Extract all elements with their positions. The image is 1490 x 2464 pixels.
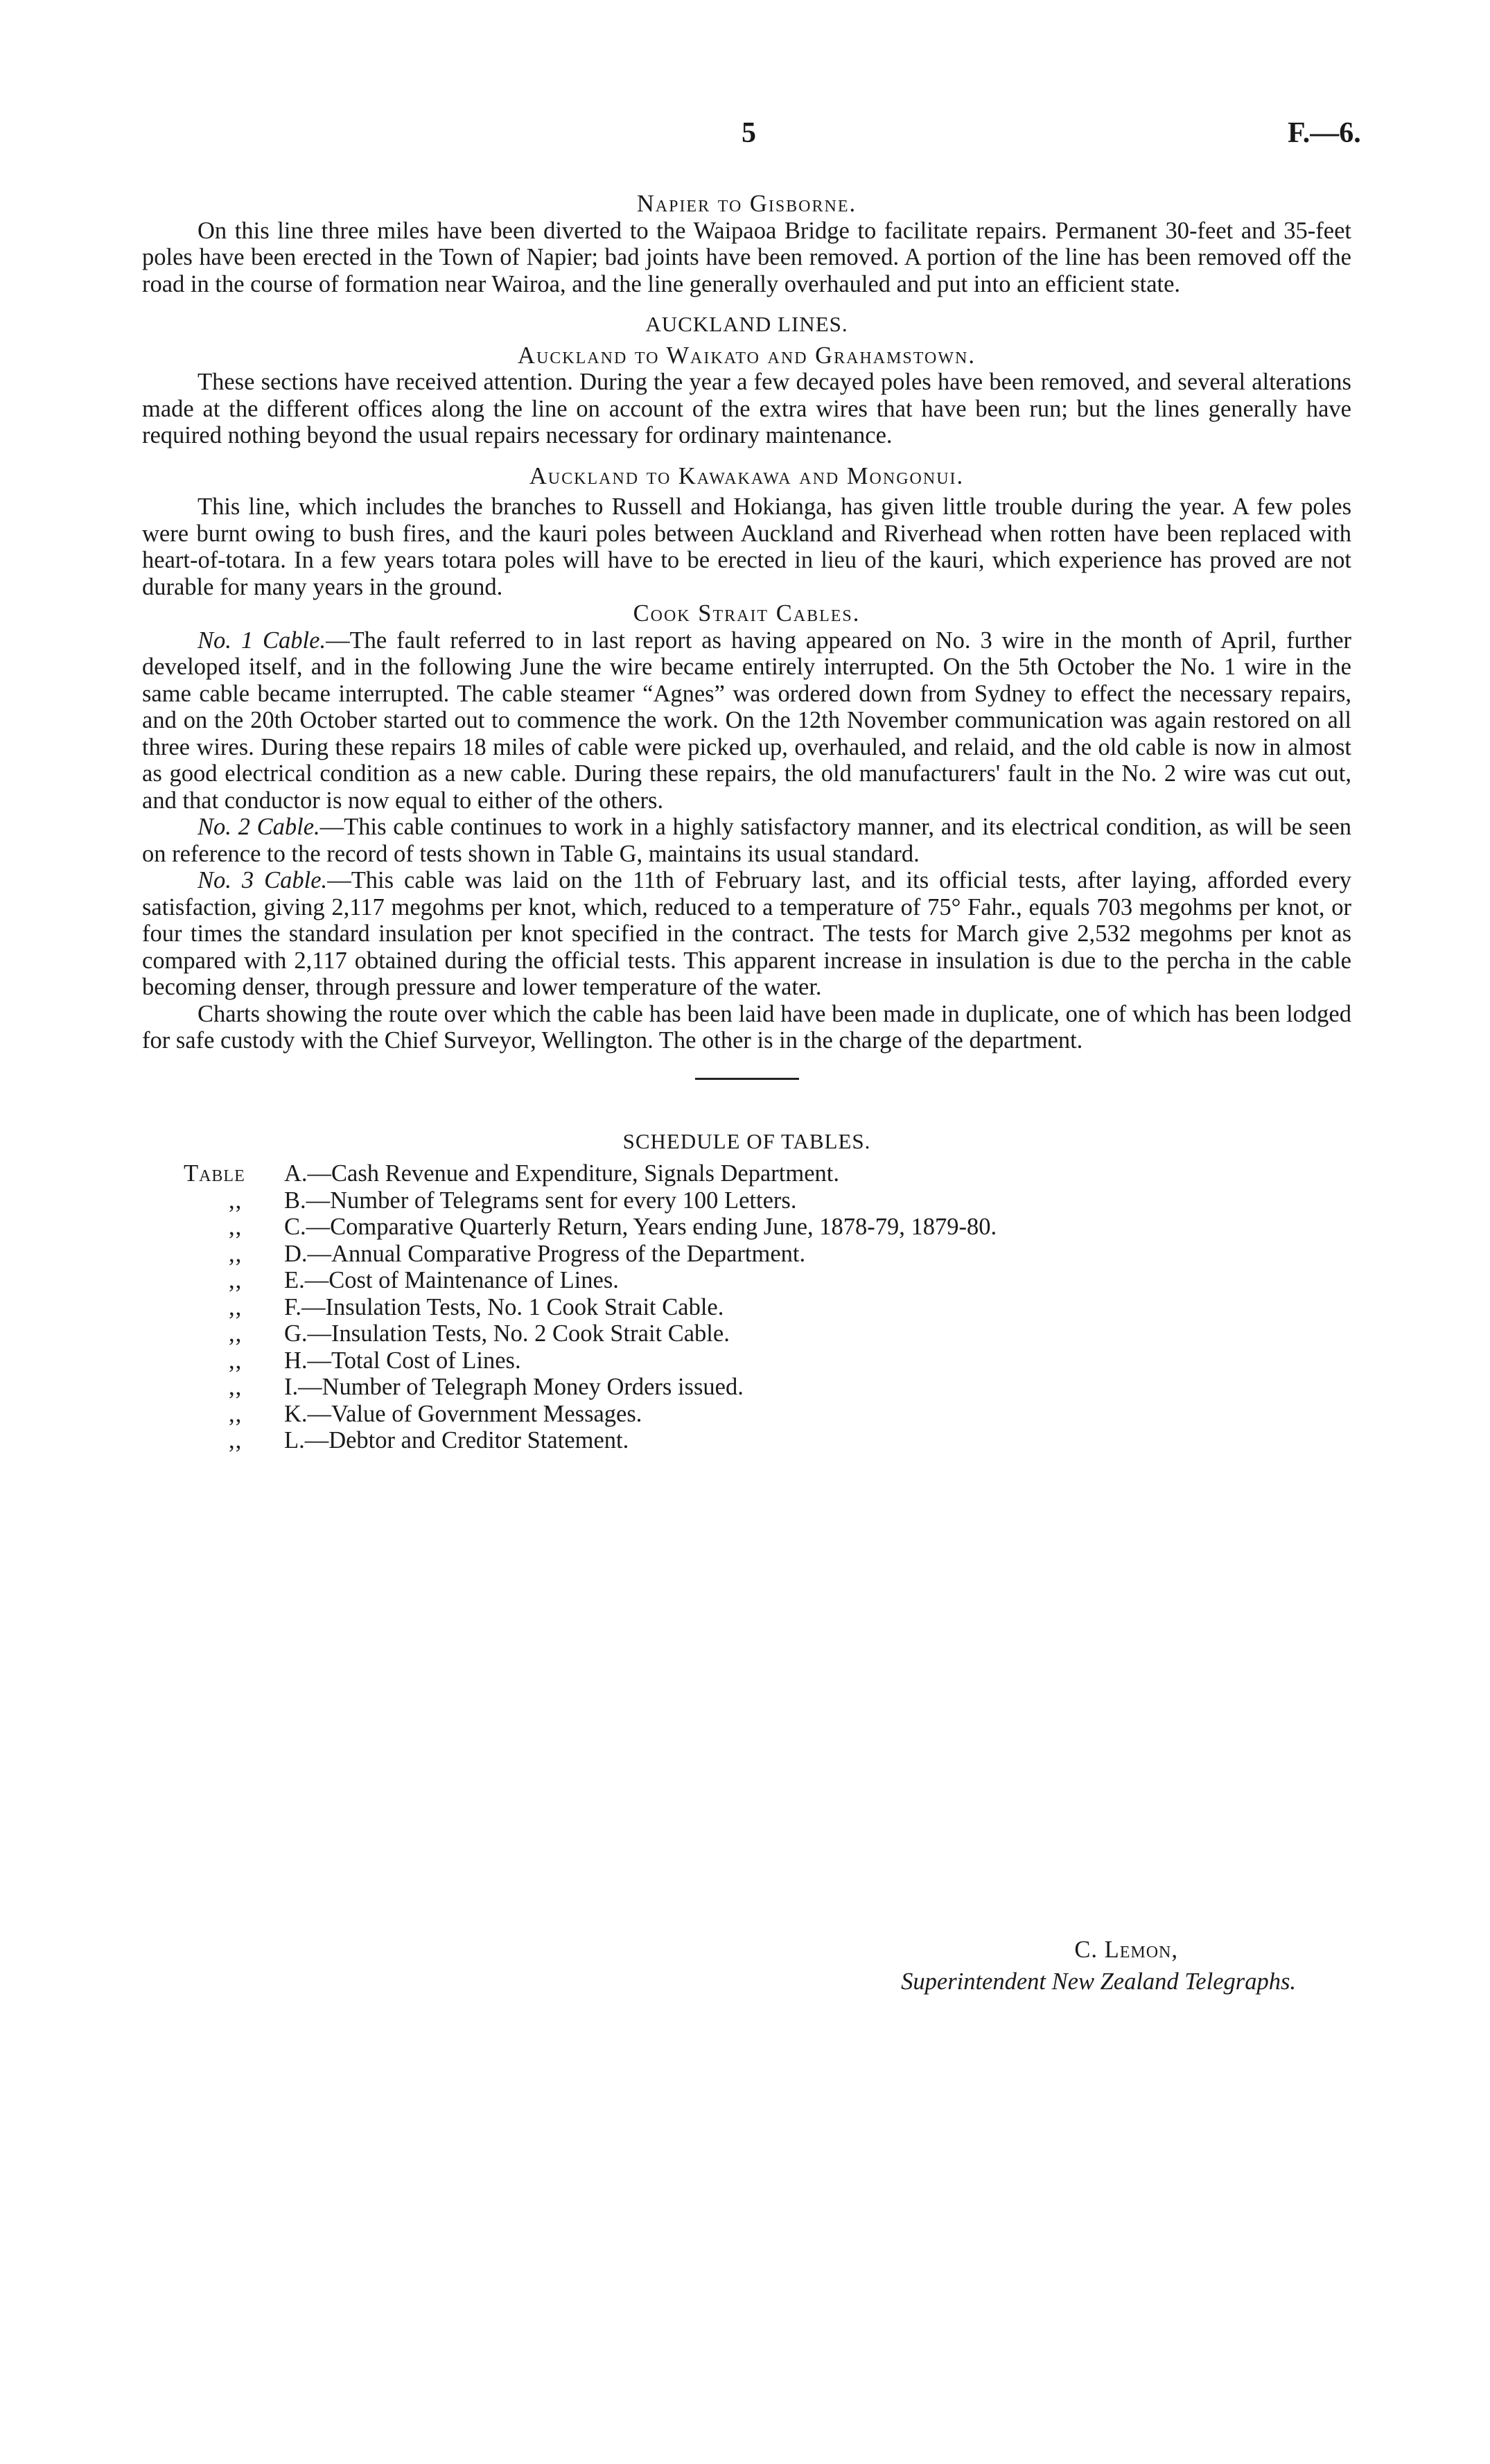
cable-label: No. 3 Cable.: [198, 867, 328, 893]
schedule-item: [184, 1320, 1351, 1347]
paragraph-charts: Charts showing the route over which the cable has been laid have been made in duplicate, one of which has been lodged for safe custody with the Chief Surveyor, Wellington. The other is in the charge of the department.: [142, 1000, 1351, 1054]
schedule-item-text: L.—Debtor and Creditor Statement.: [284, 1427, 629, 1453]
signatory-title: Superintendent New Zealand Telegraphs.: [901, 1968, 1296, 1995]
schedule-item-text: F.—Insulation Tests, No. 1 Cook Strait Cable.: [284, 1293, 724, 1320]
schedule-item: [184, 1401, 1351, 1428]
paragraph-napier: On this line three miles have been diverted to the Waipaoa Bridge to facilitate repairs. Permanent 30-feet and 35-feet poles have been erected in the Town of Napier; bad joints have been removed. A portion of the line has been removed off the road in the course of formation near Wairoa, and the line generally overhauled and put into an efficient state.: [142, 217, 1351, 297]
document-body: [142, 191, 1351, 1454]
ditto-mark: ,,: [229, 1347, 243, 1374]
schedule-item: [184, 1241, 1351, 1268]
schedule-item: [184, 1347, 1351, 1374]
ditto-mark: ,,: [229, 1374, 243, 1400]
schedule-item-text: I.—Number of Telegraph Money Orders issued.: [284, 1374, 744, 1400]
schedule-item: [184, 1294, 1351, 1321]
ditto-mark: ,,: [229, 1187, 243, 1214]
ditto-mark: ,,: [229, 1320, 243, 1347]
paragraph-waikato: These sections have received attention. During the year a few decayed poles have been removed, and several alterations made at the different offices along the line on account of the extra wires that have been run; but the lines generally have required nothing beyond the usual repairs necessary for ordinary maintenance.: [142, 369, 1351, 448]
schedule-item: [184, 1214, 1351, 1241]
table-lead: Table: [184, 1160, 245, 1187]
schedule-item: [184, 1427, 1351, 1454]
ditto-mark: ,,: [229, 1267, 243, 1293]
schedule-item: [184, 1267, 1351, 1294]
schedule-item-text: B.—Number of Telegrams sent for every 100 Letters.: [284, 1187, 797, 1214]
section-heading-napier: Napier to Gisborne.: [636, 191, 857, 217]
document-reference: F.—6.: [1288, 117, 1361, 149]
page-number: 5: [742, 117, 756, 149]
schedule-item-text: C.—Comparative Quarterly Return, Years ending June, 1878-79, 1879-80.: [284, 1214, 997, 1240]
schedule-item-text: D.—Annual Comparative Progress of the Department.: [284, 1240, 806, 1267]
ditto-mark: ,,: [229, 1427, 243, 1453]
schedule-item-text: E.—Cost of Maintenance of Lines.: [284, 1267, 619, 1293]
paragraph-kawakawa: This line, which includes the branches to Russell and Hokianga, has given little trouble during the year. A few poles were burnt owing to bush fires, and the kauri poles between Auckland and Riverhead when rotten have been replaced with heart-of-totara. In a few years totara poles will have to be erected in lieu of the kauri, which experience has proved are not durable for many years in the ground.: [142, 493, 1351, 600]
subheading-waikato: Auckland to Waikato and Grahamstown.: [518, 342, 976, 369]
schedule-item-text: G.—Insulation Tests, No. 2 Cook Strait Cable.: [284, 1320, 730, 1347]
schedule-item-text: H.—Total Cost of Lines.: [284, 1347, 521, 1374]
signatory-name: C. Lemon,: [1074, 1937, 1178, 1963]
schedule-item: [184, 1160, 1351, 1187]
schedule-item-text: A.—Cash Revenue and Expenditure, Signals Department.: [284, 1160, 839, 1187]
ditto-mark: ,,: [229, 1400, 243, 1427]
section-heading-auckland-lines: AUCKLAND LINES.: [645, 312, 848, 336]
signature-block: [901, 1934, 1296, 1998]
divider-rule: [695, 1078, 799, 1080]
section-heading-kawakawa: Auckland to Kawakawa and Mongonui.: [529, 462, 965, 489]
ditto-mark: ,,: [229, 1240, 243, 1267]
paragraph-cable-3: [142, 867, 1351, 1001]
cable-text: —This cable was laid on the 11th of February last, and its official tests, after laying, afforded every satisfaction, giving 2,117 megohms per knot, which, reduced to a temperature of 75° Fahr., equals 703 megohms per knot, or four times the standard insulation per knot specified in the contract. The tests for March give 2,532 megohms per knot as compared with 2,117 obtained during the official tests. This apparent increase in insulation is due to the percha in the cable becoming denser, through pressure and lower temperature of the water.: [142, 867, 1352, 1000]
schedule-title: SCHEDULE OF TABLES.: [622, 1128, 871, 1153]
ditto-mark: ,,: [229, 1293, 243, 1320]
cable-label: No. 1 Cable.: [198, 627, 326, 654]
schedule-item: [184, 1187, 1351, 1214]
paragraph-cable-2: [142, 814, 1351, 867]
section-heading-cook-strait: Cook Strait Cables.: [633, 600, 861, 627]
schedule-item-text: K.—Value of Government Messages.: [284, 1400, 642, 1427]
schedule-list: [184, 1160, 1351, 1454]
cable-text: —The fault referred to in last report as having appeared on No. 3 wire in the month of April, further developed itself, and in the following June the wire became entirely interrupted. On the 5th October the No. 1 wire in the same cable became interrupted. The cable steamer “Agnes” was ordered down from Sydney to effect the necessary repairs, and on the 20th October started out to commence the work. On the 12th November communication was again restored on all three wires. During these repairs 18 miles of cable were picked up, overhauled, and relaid, and the old cable is now in almost as good electrical condition as a new cable. During these repairs, the old manufacturers' fault in the No. 2 wire was cut out, and that conductor is now equal to either of the others.: [142, 627, 1352, 814]
cable-text: —This cable continues to work in a highly satisfactory manner, and its electrical condition, as will be seen on reference to the record of tests shown in Table G, maintains its usual standard.: [142, 814, 1352, 867]
ditto-mark: ,,: [229, 1214, 243, 1240]
schedule-item: [184, 1374, 1351, 1401]
paragraph-cable-1: [142, 627, 1351, 814]
cable-label: No. 2 Cable.: [198, 814, 320, 840]
